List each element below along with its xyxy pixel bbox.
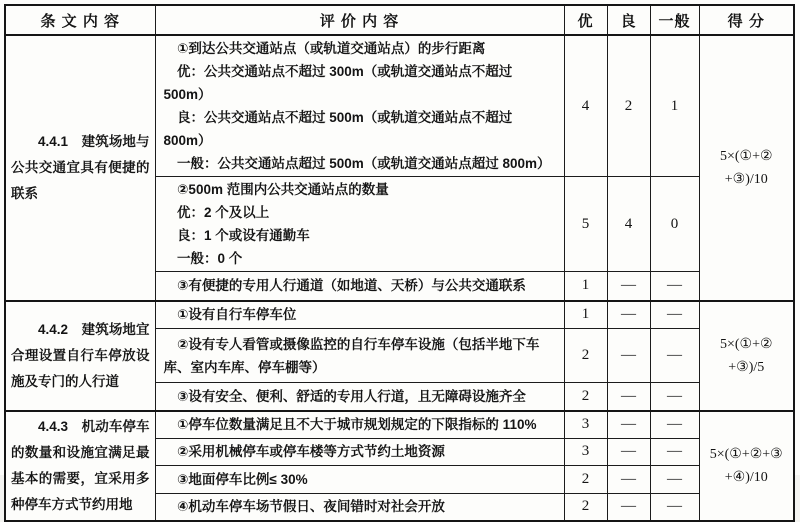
eval-cell xyxy=(155,177,564,272)
clause-text: 4.4.1 建筑场地与公共交通宜具有便捷的联系 xyxy=(11,133,150,201)
score-you: 3 xyxy=(564,438,607,466)
eval-cell xyxy=(155,383,564,411)
score-yiban: — xyxy=(650,493,699,521)
score-formula-line: 5×(①+② xyxy=(719,336,773,352)
score-yiban: — xyxy=(650,411,699,439)
score-formula-cell-442 xyxy=(699,301,794,411)
score-you: 3 xyxy=(564,411,607,439)
eval-line: ②采用机械停车或停车楼等方式节约土地资源 xyxy=(177,444,445,460)
eval-cell xyxy=(155,272,564,301)
score-formula-cell-443 xyxy=(699,411,794,521)
eval-cell xyxy=(155,411,564,439)
clause-cell-441 xyxy=(5,35,155,301)
score-liang: — xyxy=(607,272,650,301)
eval-line: ①设有自行车停车位 xyxy=(177,307,297,323)
score-you: 2 xyxy=(564,383,607,411)
eval-line: 良：1 个或设有通勤车 xyxy=(177,228,310,243)
eval-line: ②设有专人看管或摄像监控的自行车停车设施（包括半地下车库、室内车库、停车棚等） xyxy=(163,336,540,375)
eval-line: ③地面停车比例≤ 30% xyxy=(177,471,308,487)
eval-line: ④机动车停车场节假日、夜间错时对社会开放 xyxy=(177,499,445,514)
score-yiban: — xyxy=(650,329,699,383)
score-formula-line: +③)/5 xyxy=(728,359,765,375)
score-yiban: — xyxy=(650,272,699,301)
table-row xyxy=(5,411,794,439)
eval-line: ①到达公共交通站点（或轨道交通站点）的步行距离 xyxy=(177,41,486,56)
score-you: 2 xyxy=(564,466,607,494)
score-liang: 2 xyxy=(607,35,650,177)
clause-text: 4.4.3 机动车停车的数量和设施宜满足最基本的需要，宜采用多种停车方式节约用地 xyxy=(11,418,150,512)
score-yiban: — xyxy=(650,466,699,494)
score-formula-cell-441 xyxy=(699,35,794,301)
score-yiban: 0 xyxy=(650,177,699,272)
header-clause: 条 文 内 容 xyxy=(5,5,155,35)
eval-cell xyxy=(155,35,564,177)
eval-line: ③有便捷的专用人行通道（如地道、天桥）与公共交通联系 xyxy=(177,278,526,294)
score-liang: — xyxy=(607,301,650,329)
header-row xyxy=(5,5,794,35)
clause-cell-442 xyxy=(5,301,155,411)
evaluation-table xyxy=(4,4,795,522)
score-formula-line: +③)/10 xyxy=(724,171,768,187)
eval-cell xyxy=(155,493,564,521)
eval-line: ②500m 范围内公共交通站点的数量 xyxy=(177,182,389,197)
eval-line: 一般：0 个 xyxy=(177,251,243,266)
score-liang: — xyxy=(607,411,650,439)
eval-line: 优：公共交通站点不超过 300m（或轨道交通站点不超过 500m） xyxy=(163,64,513,102)
score-formula-line: 5×(①+② xyxy=(719,148,773,164)
clause-text: 4.4.2 建筑场地宜合理设置自行车停放设施及专门的人行道 xyxy=(11,321,150,389)
eval-cell xyxy=(155,301,564,329)
header-yiban: 一般 xyxy=(650,5,699,35)
eval-line: 优：2 个及以上 xyxy=(177,205,270,220)
header-eval: 评 价 内 容 xyxy=(155,5,564,35)
clause-cell-443 xyxy=(5,411,155,521)
score-yiban: — xyxy=(650,301,699,329)
score-formula-line: +④)/10 xyxy=(724,469,768,485)
eval-line: 一般：公共交通站点超过 500m（或轨道交通站点超过 800m） xyxy=(177,156,551,171)
score-you: 1 xyxy=(564,272,607,301)
eval-line: 良：公共交通站点不超过 500m（或轨道交通站点不超过 800m） xyxy=(163,110,513,148)
score-you: 2 xyxy=(564,493,607,521)
score-liang: — xyxy=(607,438,650,466)
score-liang: — xyxy=(607,466,650,494)
header-score: 得 分 xyxy=(699,5,794,35)
score-liang: — xyxy=(607,329,650,383)
score-liang: — xyxy=(607,383,650,411)
score-liang: — xyxy=(607,493,650,521)
header-liang: 良 xyxy=(607,5,650,35)
eval-cell xyxy=(155,438,564,466)
score-yiban: 1 xyxy=(650,35,699,177)
score-yiban: — xyxy=(650,383,699,411)
header-you: 优 xyxy=(564,5,607,35)
score-liang: 4 xyxy=(607,177,650,272)
eval-line: ③设有安全、便利、舒适的专用人行道，且无障碍设施齐全 xyxy=(177,388,526,404)
eval-cell xyxy=(155,329,564,383)
score-you: 2 xyxy=(564,329,607,383)
score-you: 5 xyxy=(564,177,607,272)
table-row xyxy=(5,301,794,329)
score-you: 1 xyxy=(564,301,607,329)
eval-cell xyxy=(155,466,564,494)
eval-line: ①停车位数量满足且不大于城市规划规定的下限指标的 110% xyxy=(177,417,537,432)
table-row xyxy=(5,35,794,177)
score-formula-line: 5×(①+②+③ xyxy=(709,446,783,462)
score-yiban: — xyxy=(650,438,699,466)
score-you: 4 xyxy=(564,35,607,177)
